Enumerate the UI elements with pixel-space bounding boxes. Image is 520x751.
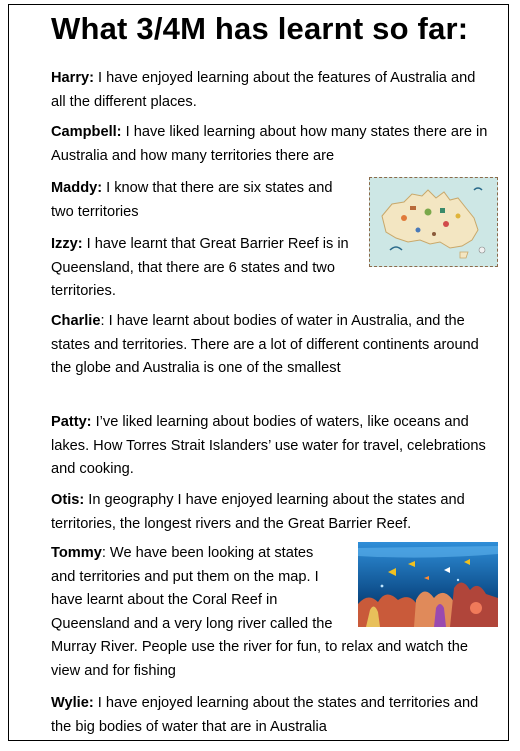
entry-charlie	[51, 310, 491, 381]
entry-harry	[51, 67, 491, 114]
entry-text: : I have learnt about bodies of water in Australia, and the states and territories. There are a lot of different continents around the globe and Australia is one of the smallest	[51, 313, 479, 376]
student-name: Maddy:	[51, 180, 103, 196]
entry-wylie	[51, 692, 491, 739]
entry-text: In geography I have enjoyed learning about the states and territories, the longest rivers and the Great Barrier Reef.	[51, 492, 465, 532]
entry-text: I have enjoyed learning about the features of Australia and all the different places.	[51, 70, 476, 110]
entry-text: I have learnt that Great Barrier Reef is in Queensland, that there are 6 states and two territories.	[51, 236, 349, 299]
entry-izzy	[51, 233, 351, 304]
student-name: Izzy:	[51, 236, 83, 252]
entry-patty	[51, 411, 491, 482]
entry-text: : We have been looking at states and territories and put them on the map. I have learnt about the Coral Reef in Queensland and a very long river called the Murray River. People use the river for fun, to relax and watch the view and for fishing	[51, 545, 468, 679]
student-name: Harry:	[51, 70, 94, 86]
student-name: Otis:	[51, 492, 85, 508]
coral-reef-image	[358, 542, 498, 627]
student-name: Charlie	[51, 313, 101, 329]
student-name: Wylie:	[51, 695, 94, 711]
australia-map-illustration	[370, 178, 496, 265]
entry-text: I’ve liked learning about bodies of waters, like oceans and lakes. How Torres Strait Islanders’ use water for travel, celebrations and cooking.	[51, 414, 486, 477]
entry-text: I have enjoyed learning about the states and territories and the big bodies of water that are in Australia	[51, 695, 479, 735]
document-page	[8, 4, 509, 741]
entry-text: I have liked learning about how many states there are in Australia and how many territories there are	[51, 124, 488, 164]
entry-maddy	[51, 177, 351, 224]
student-name: Tommy	[51, 545, 102, 561]
student-name: Patty:	[51, 414, 92, 430]
australia-map-image	[369, 177, 498, 267]
entry-text: I know that there are six states and two territories	[51, 180, 333, 220]
entry-campbell	[51, 121, 491, 168]
student-name: Campbell:	[51, 124, 122, 140]
entry-otis	[51, 489, 491, 536]
page-title: What 3/4M has learnt so far:	[51, 11, 469, 46]
coral-reef-illustration	[358, 542, 498, 627]
